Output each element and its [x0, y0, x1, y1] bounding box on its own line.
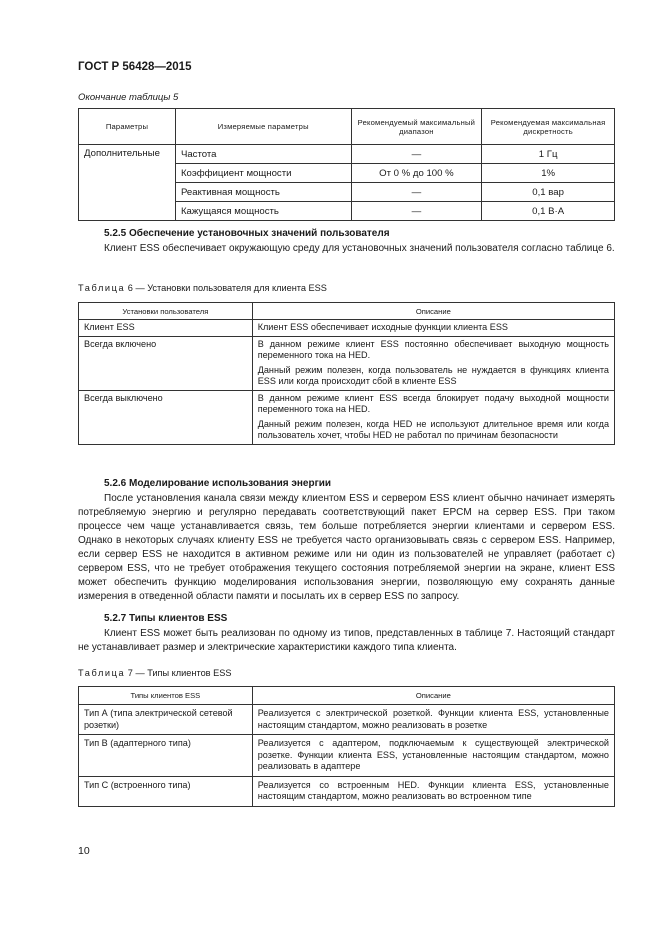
table-cell: Реализуется с электрической розеткой. Функции клиента ESS, установленные настоящим стандартом, можно реализовать в розетке — [252, 705, 614, 735]
table-cell — [252, 320, 614, 337]
section-5-2-5-text: Клиент ESS обеспечивает окружающую среду для установочных значений пользователя согласно таблице 6. — [104, 243, 615, 254]
page-number: 10 — [78, 845, 90, 857]
document-header: ГОСТ Р 56428—2015 — [78, 61, 192, 73]
cell-paragraph: Клиент ESS обеспечивает исходные функции клиента ESS — [257, 322, 508, 332]
t7-header-types: Типы клиентов ESS — [79, 687, 253, 705]
table-cell — [252, 390, 614, 444]
table-cell: 0,1 В·А — [482, 202, 615, 221]
table-cell: — — [351, 145, 482, 164]
cell-paragraph: Данный режим полезен, когда HED не используют длительное время или когда пользователь хочет, чтобы HED не работал по причинам безопасности — [257, 418, 609, 440]
table-cell: Клиент ESS — [79, 320, 253, 337]
table-cell — [252, 336, 614, 390]
section-5-2-5-heading: 5.2.5 Обеспечение установочных значений пользователя — [104, 228, 390, 239]
t6-header-settings: Установки пользователя — [79, 303, 253, 320]
t7-header-desc: Описание — [252, 687, 614, 705]
t5-group: Дополнительные — [79, 145, 176, 221]
t6-header-desc: Описание — [252, 303, 614, 320]
table-cell: 0,1 вар — [482, 183, 615, 202]
table-cell: — — [351, 183, 482, 202]
caption-prefix: Таблица — [78, 668, 126, 678]
table-cell: 1 Гц — [482, 145, 615, 164]
table-cell: Всегда включено — [79, 336, 253, 390]
table-cell: 1% — [482, 164, 615, 183]
caption-rest: 6 — Установки пользователя для клиента ESS — [125, 283, 327, 293]
section-5-2-7-text: Клиент ESS может быть реализован по одному из типов, представленных в таблице 7. Настоящий стандарт не устанавливает размер и электрические характеристики каждого типа клиента. — [78, 628, 615, 653]
cell-paragraph: В данном режиме клиент ESS постоянно обеспечивает выходную мощность переменного тока на HED. — [257, 338, 609, 360]
table-5 — [78, 108, 615, 221]
t5-header-step: Рекомендуемая максимальная дискретность — [482, 109, 615, 145]
t5-header-range: Рекомендуемый максимальный диапазон — [351, 109, 482, 145]
cell-paragraph: Данный режим полезен, когда пользователь не нуждается в функциях клиента ESS или когда происходит сбой в клиенте ESS — [257, 364, 609, 386]
table-cell: От 0 % до 100 % — [351, 164, 482, 183]
section-5-2-6-heading: 5.2.6 Моделирование использования энергии — [104, 478, 332, 489]
table5-continuation: Окончание таблицы 5 — [78, 92, 179, 103]
table-cell: Всегда выключено — [79, 390, 253, 444]
table-7 — [78, 686, 615, 807]
table-cell: Тип С (встроенного типа) — [79, 776, 253, 806]
table7-caption — [78, 668, 232, 678]
table-cell: Реализуется с адаптером, подключаемым к существующей электрической розетке. Функции клиента ESS, установленные настоящим стандартом, можно реализовать в адаптере — [252, 735, 614, 777]
table-cell: Тип А (типа электрической сетевой розетки) — [79, 705, 253, 735]
t5-header-measured: Измеряемые параметры — [175, 109, 351, 145]
table-cell: Частота — [175, 145, 351, 164]
table-cell: Реактивная мощность — [175, 183, 351, 202]
table-cell: Реализуется со встроенным HED. Функции клиента ESS, установленные настоящим стандартом, можно реализовать во встроенном типе — [252, 776, 614, 806]
section-5-2-6-text: После установления канала связи между клиентом ESS и сервером ESS клиент обычно начинает измерять потребляемую энергию и регулярно передавать соответствующий пакет EPCM на сервер ESS. При таком процессе чем чаще устанавливается связь, тем больше потребляется энергии клиентами и сервером ESS. Однако в некоторых случаях клиенту ESS не требуется часто организовывать связь с сервером ESS. Например, если сервер ESS не находится в активном режиме или ни один из пользователей не управляет (работает с) сервером ESS, что не требует отображения текущего состояния потребляемой энергии на экране, клиент ESS может обеспечить функцию моделирования использования энергии, позволяющую ему сохранять данные измерения в отведенной области памяти и посылать их в сервер ESS по запросу. — [78, 493, 615, 602]
cell-paragraph: В данном режиме клиент ESS всегда блокирует подачу выходной мощности переменного тока на HED. — [257, 392, 609, 414]
table-6 — [78, 302, 615, 445]
table6-caption — [78, 283, 327, 293]
caption-prefix: Таблица — [78, 283, 126, 293]
table-cell: — — [351, 202, 482, 221]
table-cell: Кажущаяся мощность — [175, 202, 351, 221]
table-cell: Тип В (адаптерного типа) — [79, 735, 253, 777]
t5-header-params: Параметры — [79, 109, 176, 145]
table-cell: Коэффициент мощности — [175, 164, 351, 183]
section-5-2-7-heading: 5.2.7 Типы клиентов ESS — [104, 613, 228, 624]
caption-rest: 7 — Типы клиентов ESS — [125, 668, 232, 678]
